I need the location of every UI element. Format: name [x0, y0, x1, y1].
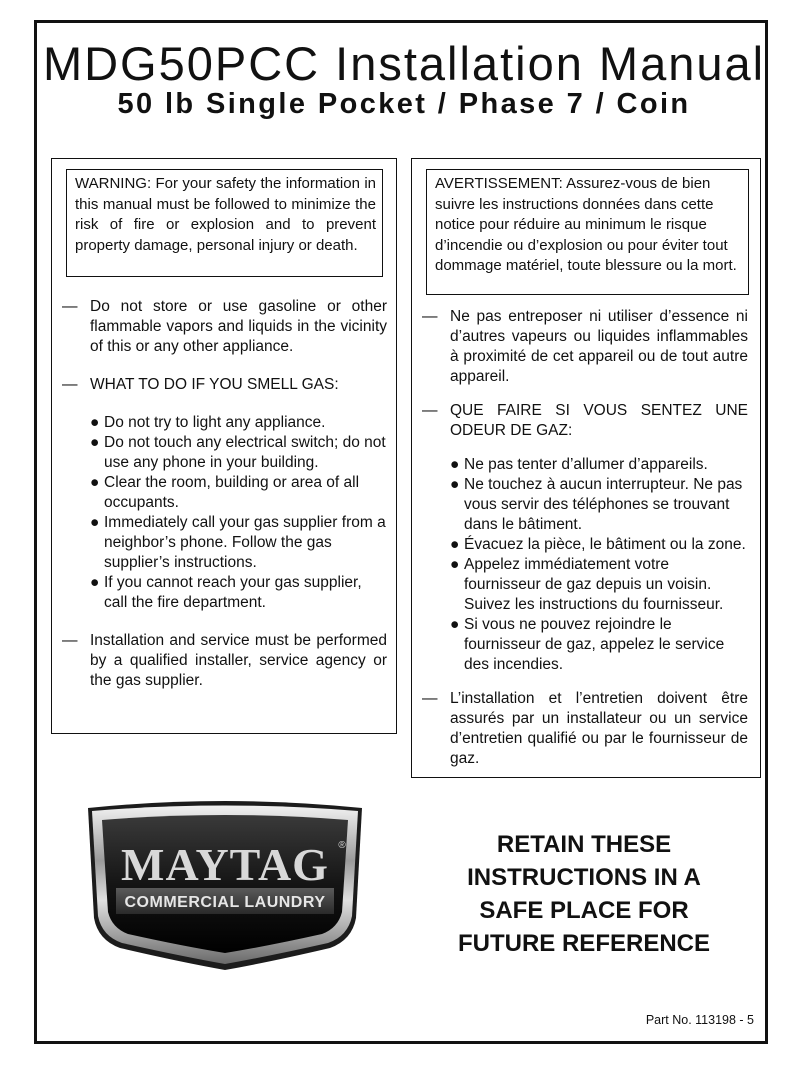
list-item: ● Si vous ne pouvez rejoindre le fournisseur de gaz, appelez le service des incendies. [450, 616, 725, 673]
english-warning-box: WARNING: For your safety the information in this manual must be followed to minimize the risk of fire or explosion and to prevent property damage, personal injury or death. [66, 169, 383, 277]
bullet-icon: ● [90, 414, 100, 431]
english-item-installation [62, 631, 387, 691]
registered-mark: ® [338, 840, 346, 851]
bullet-icon: ● [450, 556, 460, 573]
list-item: ● Do not try to light any appliance. [90, 414, 326, 431]
logo-tagline-text: COMMERCIAL LAUNDRY [124, 894, 326, 911]
maytag-badge-icon [80, 800, 370, 972]
list-item: ● Immediately call your gas supplier from a neighbor’s phone. Follow the gas supplier’s instructions. [90, 514, 386, 571]
page-title: MDG50PCC Installation Manual [42, 37, 766, 90]
french-gas-steps [422, 455, 748, 675]
bullet-icon: ● [90, 434, 100, 451]
french-item-essence [422, 307, 748, 387]
list-item: ● Do not touch any electrical switch; do not use any phone in your building. [90, 434, 386, 471]
bullet-icon: ● [450, 536, 460, 553]
dash-mark: — [62, 376, 78, 393]
bullet-icon: ● [90, 474, 100, 491]
french-item-essence-text: Ne pas entreposer ni utiliser d’essence ni d’autres vapeurs ou liquides inflammables à proximité de cet appareil ou de tout autre appareil. [450, 308, 748, 385]
french-item-installation-text: L’installation et l’entretien doivent être assurés par un installateur ou un service d’entretien qualifié ou par le fournisseur de gaz. [450, 690, 748, 767]
english-item-smell-gas-text: WHAT TO DO IF YOU SMELL GAS: [90, 376, 339, 393]
list-item: ● If you cannot reach your gas supplier, call the fire department. [90, 574, 362, 611]
french-item-installation [422, 689, 748, 769]
list-item: ● Clear the room, building or area of all occupants. [90, 474, 360, 511]
english-item-smell-gas [62, 375, 387, 395]
retain-instructions-notice: RETAIN THESE INSTRUCTIONS IN A SAFE PLACE FOR FUTURE REFERENCE [457, 831, 710, 957]
french-item-odeur-gaz-text: QUE FAIRE SI VOUS SENTEZ UNE ODEUR DE GAZ: [450, 402, 748, 439]
bullet-icon: ● [450, 476, 460, 493]
english-safety-panel [51, 158, 397, 734]
bullet-icon: ● [450, 456, 460, 473]
english-gas-steps [62, 413, 387, 613]
english-instructions [62, 297, 387, 709]
dash-mark: — [62, 298, 78, 315]
dash-mark: — [422, 690, 438, 707]
part-number: Part No. 113198 - 5 [645, 1013, 754, 1027]
list-item: ● Appelez immédiatement votre fournisseur de gaz depuis un voisin. Suivez les instructions du fournisseur. [450, 556, 724, 613]
maytag-logo [80, 800, 370, 972]
list-item: ● Ne touchez à aucun interrupteur. Ne pas vous servir des téléphones se trouvant dans le bâtiment. [450, 476, 743, 533]
french-warning-box: AVERTISSEMENT: Assurez-vous de bien suivre les instructions données dans cette notice pour réduire au minimum le risque d’incendie ou d’explosion ou pour éviter tout dommage matériel, toute blessure ou la mort. [426, 169, 749, 295]
english-item-gasoline [62, 297, 387, 357]
dash-mark: — [62, 632, 78, 649]
french-instructions [422, 307, 748, 787]
english-item-gasoline-text: Do not store or use gasoline or other flammable vapors and liquids in the vicinity of this or any other appliance. [90, 298, 387, 355]
french-safety-panel [411, 158, 761, 778]
bullet-icon: ● [450, 616, 460, 633]
list-item: ● Évacuez la pièce, le bâtiment ou la zone. [450, 536, 746, 553]
french-item-odeur-gaz [422, 401, 748, 441]
bullet-icon: ● [90, 514, 100, 531]
page-subtitle: 50 lb Single Pocket / Phase 7 / Coin [117, 88, 691, 120]
english-item-installation-text: Installation and service must be performed by a qualified installer, service agency or the gas supplier. [90, 632, 387, 689]
dash-mark: — [422, 308, 438, 325]
logo-brand-text: MAYTAG [121, 839, 329, 890]
list-item: ● Ne pas tenter d’allumer d’appareils. [450, 456, 708, 473]
bullet-icon: ● [90, 574, 100, 591]
dash-mark: — [422, 402, 438, 419]
